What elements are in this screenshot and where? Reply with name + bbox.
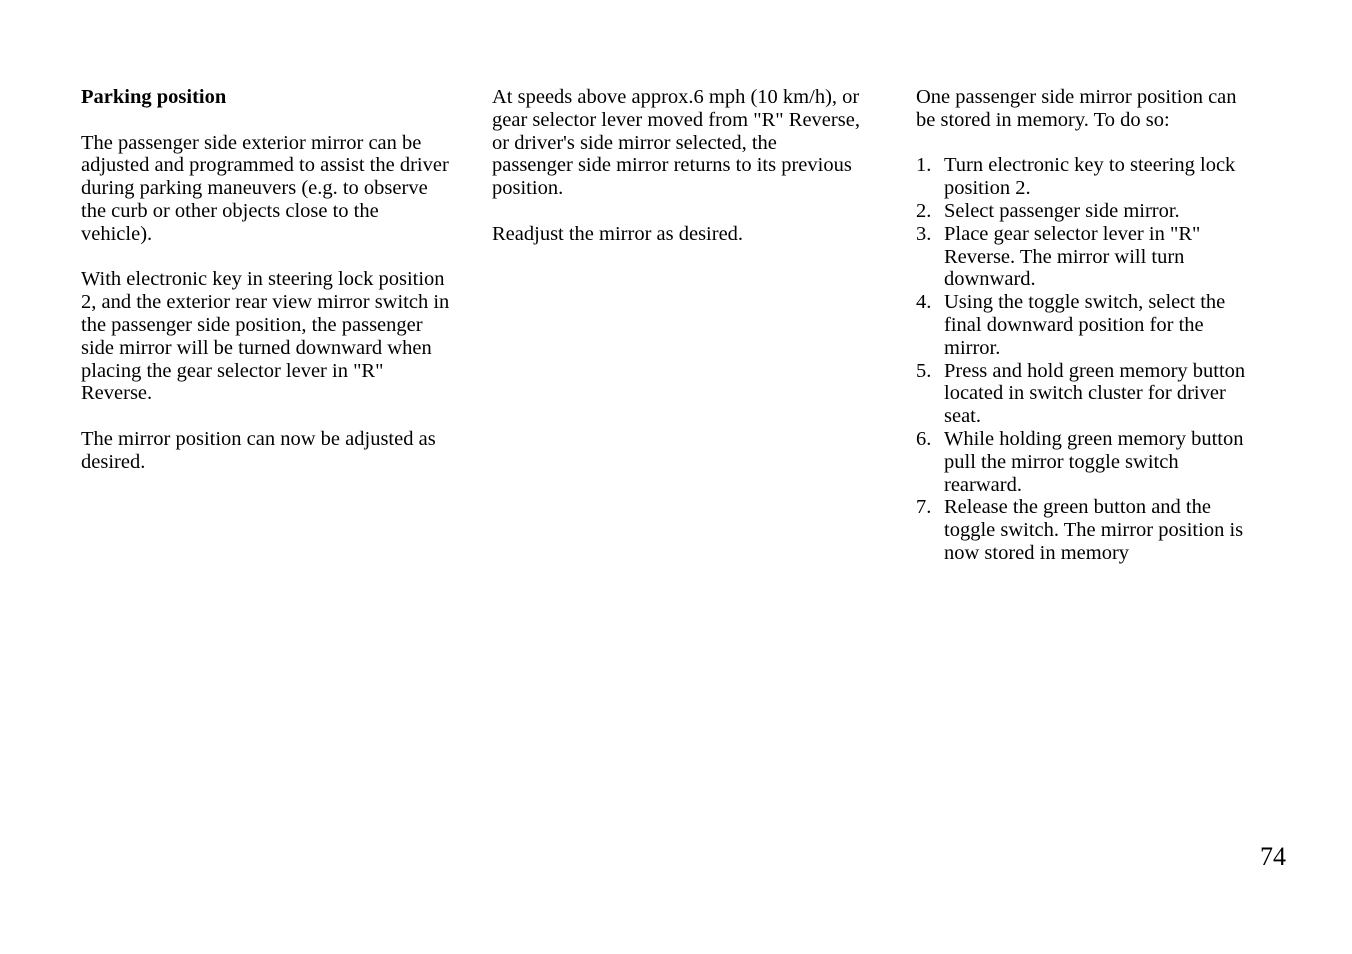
page-number: 74 [1260,842,1286,871]
column-memory-steps [916,86,1256,565]
paragraph-memory-intro: One passenger side mirror position can be stored in memory. To do so: [916,86,1237,131]
step-number: 7. [916,496,932,519]
step-item [916,154,1256,200]
step-item [916,291,1256,359]
step-number: 6. [916,427,932,450]
step-text: While holding green memory button pull the mirror toggle switch rearward. [944,427,1244,496]
step-text: Select passenger side mirror. [944,199,1180,222]
column-parking-position [81,86,451,496]
step-item [916,200,1256,223]
step-text: Turn electronic key to steering lock position 2. [944,154,1236,200]
paragraph-readjust: Readjust the mirror as desired. [492,222,744,245]
step-item [916,223,1256,291]
step-number: 5. [916,359,932,382]
paragraph-return: At speeds above approx.6 mph (10 km/h), or gear selector lever moved from "R" Reverse, or driver's side mirror selected, the passenger side mirror returns to its previous position. [492,86,860,200]
paragraph-adjust: The mirror position can now be adjusted as desired. [81,427,436,473]
step-text: Press and hold green memory button located in switch cluster for driver seat. [944,359,1246,428]
step-number: 1. [916,154,932,177]
paragraph-intro: The passenger side exterior mirror can be adjusted and programmed to assist the driver during parking maneuvers (e.g. to observe the curb or other objects close to the vehicle). [81,131,449,245]
step-text: Release the green button and the toggle switch. The mirror position is now stored in memory [944,496,1244,564]
step-number: 4. [916,291,932,314]
steps-list [916,154,1256,564]
step-item [916,496,1256,564]
step-number: 3. [916,222,932,245]
step-text: Place gear selector lever in "R" Reverse. The mirror will turn downward. [944,222,1201,291]
step-item [916,428,1256,496]
step-text: Using the toggle switch, select the final downward position for the mirror. [944,291,1226,359]
step-number: 2. [916,199,932,222]
column-return-conditions [492,86,862,268]
section-heading: Parking position [81,86,227,108]
paragraph-operation: With electronic key in steering lock position 2, and the exterior rear view mirror switch in the passenger side position, the passenger side mirror will be turned downward when placing the gear selector lever in "R" Reverse. [81,268,450,405]
step-item [916,360,1256,428]
